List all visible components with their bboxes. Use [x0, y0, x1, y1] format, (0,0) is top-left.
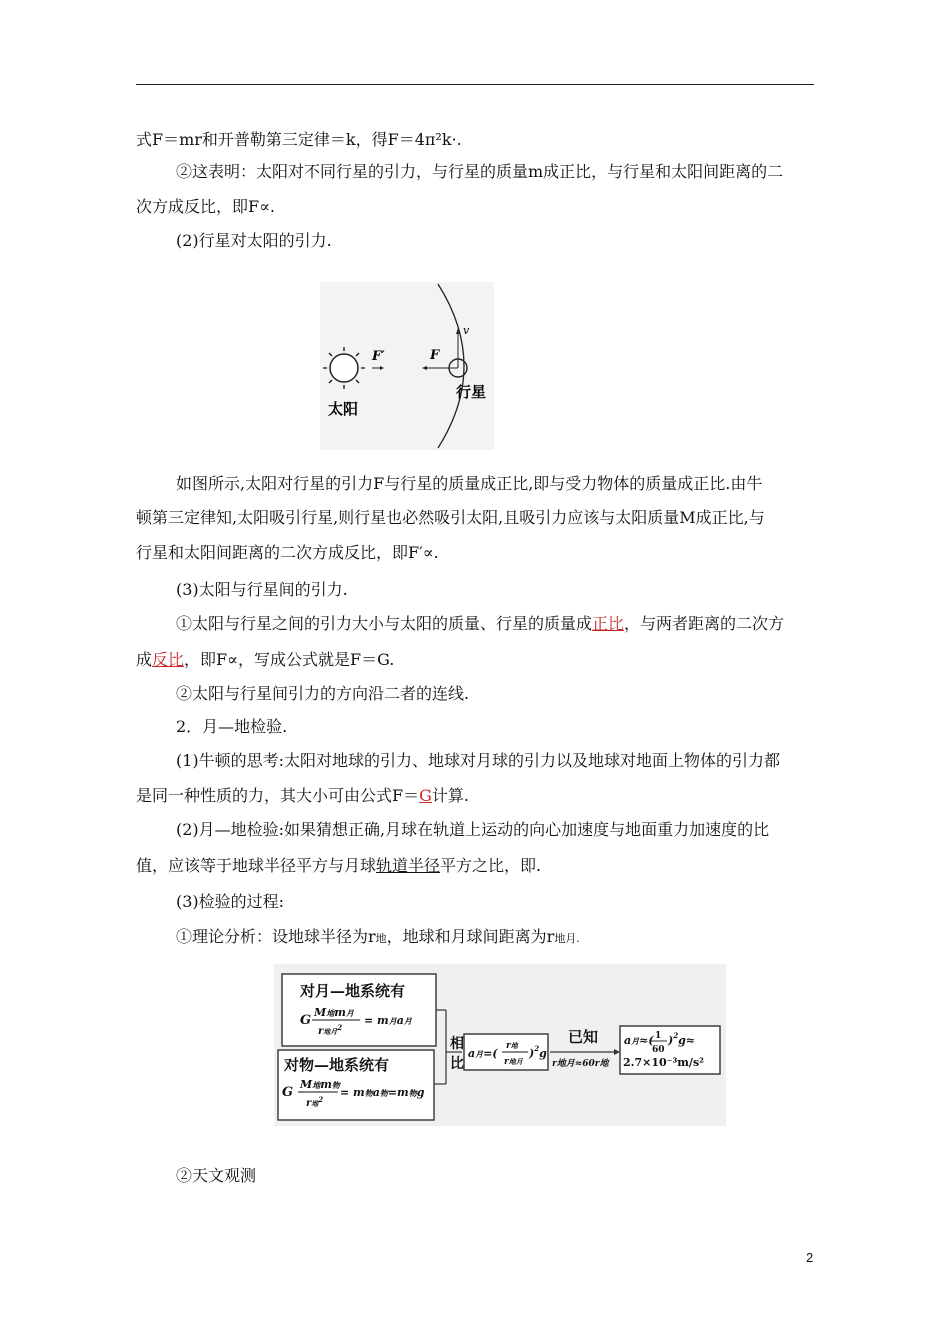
svg-text:= m月a月: = m月a月: [364, 1014, 412, 1027]
box2-title: 对物—地系统有: [284, 1056, 390, 1074]
n1-line2: 是同一种性质的力，其大小可由公式F＝G计算.: [136, 786, 469, 805]
result-value: 2.7×10⁻³m/s²: [623, 1056, 704, 1069]
box1-title: 对月—地系统有: [300, 982, 406, 1000]
svg-text:= m物a物=m物g: = m物a物=m物g: [340, 1086, 425, 1099]
svg-text:r地2: r地$^2$: [306, 1095, 324, 1109]
svg-text:a月=(: a月=(: [468, 1047, 498, 1060]
svg-text:M地m物: M地m物: [300, 1078, 340, 1091]
svg-text:1: 1: [655, 1031, 662, 1041]
text-line-1: 式F＝mr和开普勒第三定律＝k，得F＝4π²k·.: [136, 130, 462, 149]
para1-line2: 顿第三定律知,太阳吸引行星,则行星也必然吸引太阳,且吸引力应该与太阳质量M成正比,与: [136, 508, 765, 527]
subheading-planet-on-sun: (2)行星对太阳的引力.: [176, 231, 332, 250]
svg-text:r地月2: r地月$^2$: [318, 1023, 343, 1037]
svg-text:r地: r地: [506, 1041, 518, 1051]
force-prime-label: F′: [372, 349, 385, 364]
known-condition: r地月≈60r地: [552, 1059, 609, 1069]
sec3-point2: ②太阳与行星间引力的方向沿二者的连线.: [176, 684, 470, 703]
sec3-point1-line2: 成反比，即F∝，写成公式就是F＝G.: [136, 650, 395, 669]
para1-line1: 如图所示,太阳对行星的引力F与行星的质量成正比,即与受力物体的质量成正比.由牛: [176, 474, 763, 493]
svg-text:)2g≈: )$^2$g≈: [668, 1031, 696, 1047]
svg-text:M地m月: M地m月: [314, 1006, 354, 1019]
page-number: 2: [806, 1250, 814, 1265]
section3-heading: (3)太阳与行星间的引力.: [176, 580, 348, 599]
force-label: F: [430, 348, 440, 363]
derivation-flow-figure: [274, 964, 726, 1126]
svg-text:)2g: )$^2$g: [529, 1044, 547, 1060]
n2-line1: (2)月—地检验:如果猜想正确,月球在轨道上运动的向心加速度与地面重力加速度的比: [176, 820, 770, 839]
svg-text:G: G: [282, 1085, 294, 1100]
astronomical-observation: ②天文观测: [176, 1166, 257, 1185]
svg-text:a月≈(: a月≈(: [624, 1034, 654, 1047]
known-label: 已知: [568, 1028, 599, 1046]
svg-text:r地月: r地月: [504, 1057, 523, 1067]
fill-blank-3: G: [419, 786, 432, 805]
n2-line2: 值，应该等于地球半径平方与月球轨道半径平方之比，即.: [136, 856, 542, 875]
n3-point1: ①理论分析：设地球半径为r地，地球和月球间距离为r地月.: [176, 927, 580, 946]
sec3-point1-line1: ①太阳与行星之间的引力大小与太阳的质量、行星的质量成正比，与两者距离的二次方: [176, 614, 785, 633]
sun-label: 太阳: [328, 400, 359, 418]
text-line-2: ②这表明：太阳对不同行星的引力，与行星的质量m成正比，与行星和太阳间距离的二: [176, 162, 784, 181]
svg-text:60: 60: [652, 1045, 665, 1055]
sun-icon: [323, 347, 365, 389]
n1-line1: (1)牛顿的思考:太阳对地球的引力、地球对月球的引力以及地球对地面上物体的引力都: [176, 751, 781, 770]
header-rule: [136, 84, 814, 85]
velocity-label: v: [463, 324, 470, 337]
text-line-3: 次方成反比，即F∝.: [136, 197, 276, 216]
compare-label: 相比: [450, 1036, 464, 1072]
heading-moon-earth-test: 2．月—地检验.: [176, 717, 288, 736]
para1-line3: 行星和太阳间距离的二次方成反比，即F′∝.: [136, 543, 439, 562]
svg-text:G: G: [300, 1013, 312, 1028]
n3-heading: (3)检验的过程:: [176, 892, 285, 911]
fill-blank-2: 反比: [152, 650, 185, 669]
fill-blank-4: 轨道半径: [376, 856, 441, 875]
fill-blank-1: 正比: [592, 614, 625, 633]
planet-label: 行星: [456, 383, 487, 401]
sun-planet-figure: [320, 282, 494, 450]
